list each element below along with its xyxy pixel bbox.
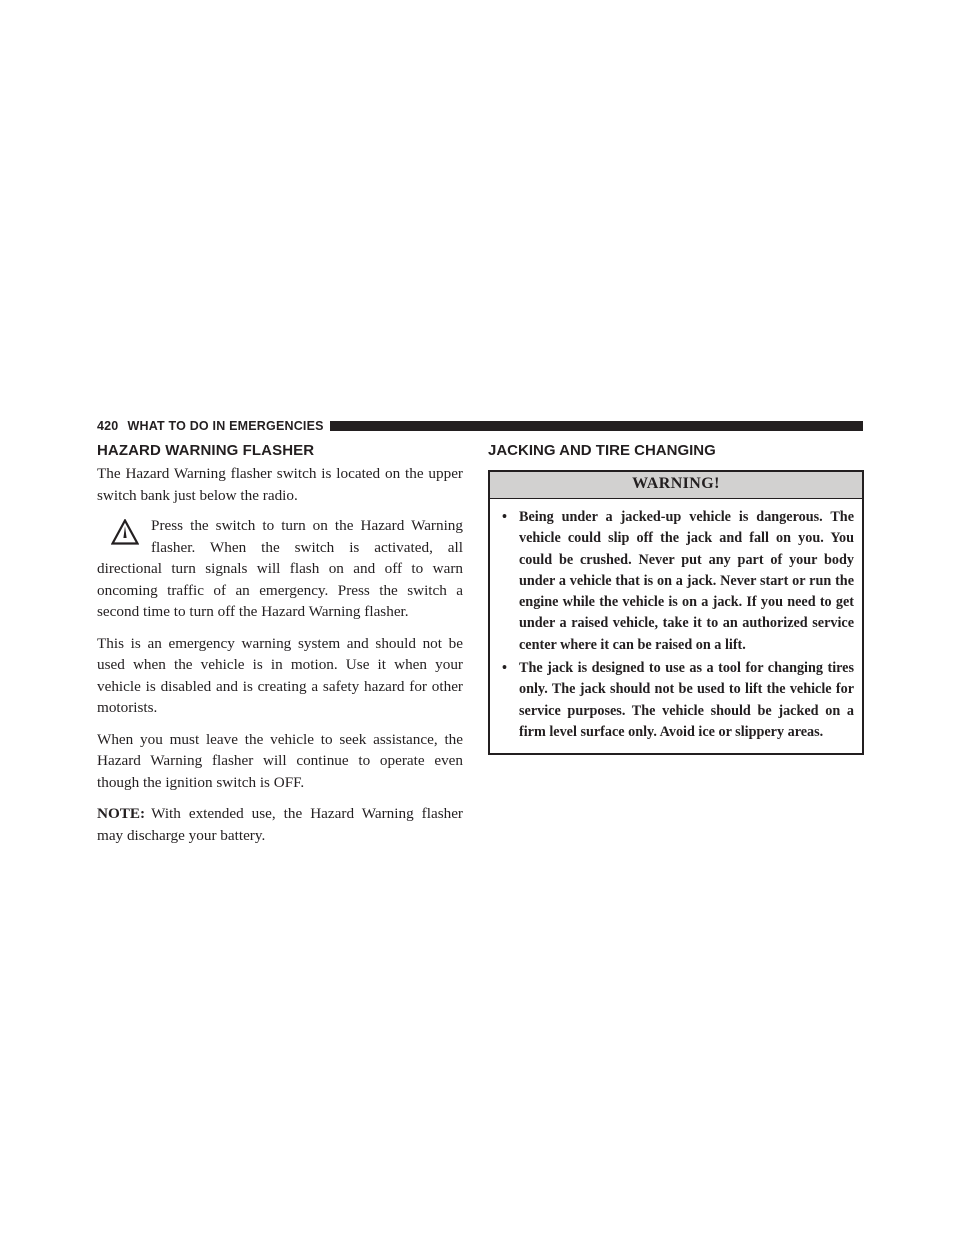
- warning-item-text: The jack is designed to use as a tool for changing tires only. The jack should not be used to lift the vehicle for service purposes. The vehicle should be jacked on a firm level surface only. Avoid ice or slippery areas.: [519, 660, 854, 740]
- warning-item-text: Being under a jacked-up vehicle is dangerous. The vehicle could slip off the jack and fall on you. You could be crushed. Never put any part of your body under a vehicle that is on a jack. Never start or run the engine while the vehicle is on a jack. If you need to get under a raised vehicle, take it to an authorized service center where it can be raised on a lift.: [519, 509, 854, 653]
- warning-item: [500, 658, 854, 743]
- warning-triangle-icon: [111, 519, 139, 545]
- note-label: NOTE:: [97, 805, 146, 822]
- warning-box-title: WARNING!: [490, 472, 862, 499]
- left-column: [97, 442, 463, 846]
- note-text: With extended use, the Hazard Warning flasher may discharge your battery.: [97, 805, 463, 844]
- jacking-heading: JACKING AND TIRE CHANGING: [488, 442, 716, 459]
- note-paragraph: [97, 803, 463, 846]
- warning-box: [488, 470, 864, 755]
- emergency-system-paragraph: This is an emergency warning system and should not be used when the vehicle is in motion. Use it when your vehicle is disabled and is creating a safety hazard for other motorists.: [97, 634, 463, 716]
- leave-vehicle-paragraph: When you must leave the vehicle to seek assistance, the Hazard Warning flasher will continue to operate even though the ignition switch is OFF.: [97, 730, 463, 791]
- page-number: 420: [97, 419, 119, 433]
- hazard-flasher-heading: HAZARD WARNING FLASHER: [97, 442, 315, 459]
- bullet: •: [502, 509, 507, 525]
- hazard-intro-paragraph: The Hazard Warning flasher switch is located on the upper switch bank just below the radio.: [97, 465, 463, 504]
- page-header: [97, 418, 863, 434]
- bullet: •: [502, 660, 507, 677]
- hazard-warning-paragraph: [97, 515, 463, 623]
- section-title: WHAT TO DO IN EMERGENCIES: [127, 419, 324, 433]
- header-rule: [330, 421, 863, 431]
- warning-item: [500, 507, 854, 656]
- press-switch-text: Press the switch to turn on the Hazard Warning flasher. When the switch is activated, all directional turn signals will flash on and off to warn oncoming traffic of an emergency. Press the switch a second time to turn off the Hazard Warning flasher.: [97, 517, 463, 620]
- right-column: [488, 442, 864, 755]
- warning-list: [490, 499, 862, 753]
